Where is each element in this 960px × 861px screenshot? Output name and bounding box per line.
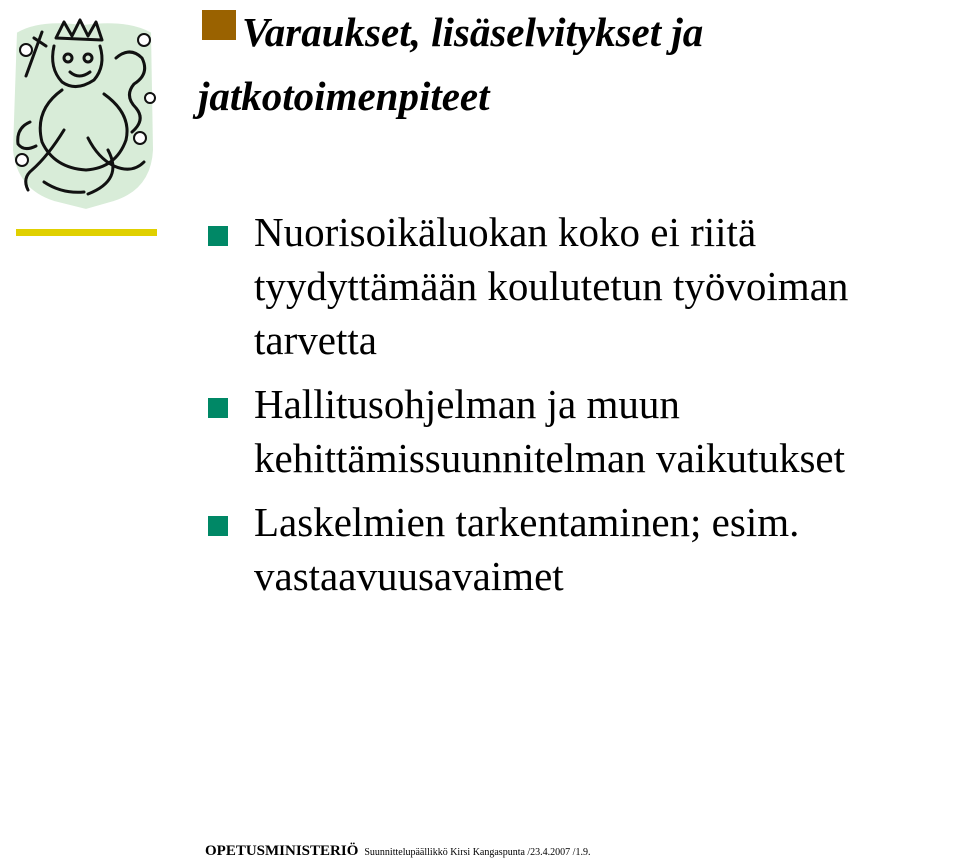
bullet-text: Nuorisoikäluokan koko ei riitä tyydyttämään koulutetun työvoiman tarvetta xyxy=(254,209,849,363)
slide-title: Varaukset, lisäselvitykset ja jatkotoimenpiteet xyxy=(198,9,704,119)
green-square-bullet-icon xyxy=(208,226,228,246)
bullet-item xyxy=(208,495,948,603)
bullet-item xyxy=(208,377,948,485)
footer xyxy=(205,843,590,861)
footer-organization: OPETUSMINISTERIÖ xyxy=(205,843,359,859)
emblem-shield-background xyxy=(12,22,154,210)
bullet-item xyxy=(208,205,948,367)
green-square-bullet-icon xyxy=(208,398,228,418)
bullet-text: Laskelmien tarkentaminen; esim. vastaavuusavaimet xyxy=(254,499,800,599)
green-square-bullet-icon xyxy=(208,516,228,536)
emblem-yellow-rule xyxy=(16,229,157,236)
coat-of-arms-lion-emblem xyxy=(4,10,162,210)
bullet-text: Hallitusohjelman ja muun kehittämissuunnitelman vaikutukset xyxy=(254,381,845,481)
footer-meta: Suunnittelupäällikkö Kirsi Kangaspunta /23.4.2007 /1.9. xyxy=(364,847,591,858)
bullet-list xyxy=(208,205,948,613)
